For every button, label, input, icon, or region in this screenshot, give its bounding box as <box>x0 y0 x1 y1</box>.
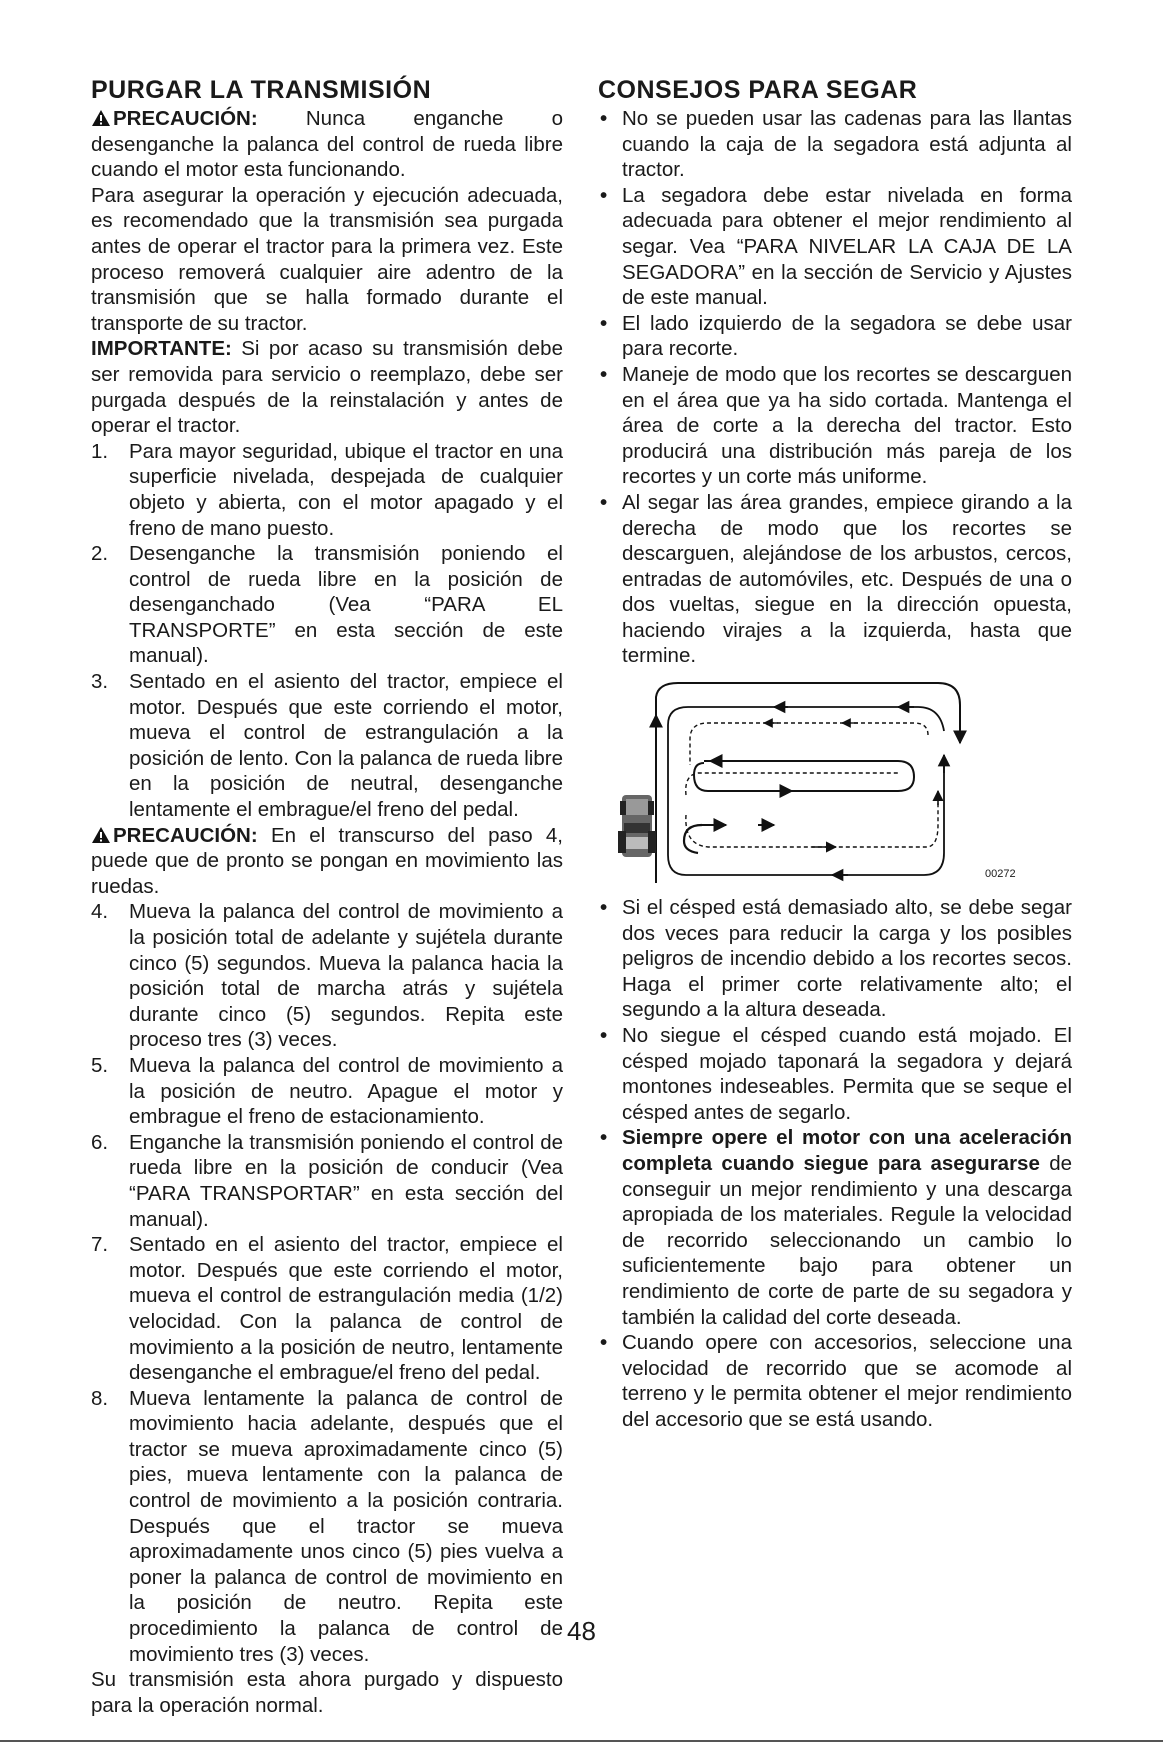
step-item <box>91 669 563 823</box>
mowing-path-illustration <box>598 675 1072 891</box>
important-paragraph <box>91 336 563 438</box>
tips-list-a <box>598 106 1072 669</box>
closing-paragraph: Su transmisión esta ahora purgado y dispuesto para la operación normal. <box>91 1668 563 1717</box>
step-item <box>91 439 563 541</box>
step-text: Mueva lentamente la palanca de control de movimiento hacia adelante, después que el tractor se mueva aproximadamente cinco (5) pies, mueva lentamente con la palanca de control de movimiento a la posición contraria. Después que el tractor se mueva aproximadamente unos cinco (5) pies vuelva a poner la palanca de control de movimiento en la posición de neutro. Repita este procedimiento la palanca de control de movimiento tres (3) veces. <box>129 1386 563 1666</box>
bullet-icon: • <box>600 490 608 514</box>
tip-bold-text: Siempre opere el motor con una aceleración completa cuando siegue para asegurarse <box>622 1126 1072 1175</box>
tip-item <box>598 895 1072 1023</box>
bullet-icon: • <box>600 183 608 207</box>
tip-text: No siegue el césped cuando está mojado. El césped mojado taponará la segadora y dejará montones indeseables. Permita que se seque el césped antes de segarlo. <box>622 1024 1072 1124</box>
tip-text: El lado izquierdo de la segadora se debe usar para recorte. <box>622 311 1072 361</box>
step-number: 2. <box>91 542 109 566</box>
step-number: 5. <box>91 1053 109 1077</box>
warning-triangle-icon <box>91 109 111 127</box>
tip-item <box>598 1125 1072 1330</box>
tip-text: No se pueden usar las cadenas para las llantas cuando la caja de la segadora está adjunta al tractor. <box>622 107 1072 182</box>
step-text: Sentado en el asiento del tractor, empiece el motor. Después que este corriendo el motor, mueva el control de estrangulación a la posición de lento. Con la palanca de rueda libre en la posición de neutral, desenganche lentamente el embrague/el freno del pedal. <box>129 670 563 822</box>
tip-item <box>598 362 1072 490</box>
tip-item <box>598 490 1072 669</box>
bullet-icon: • <box>600 1024 608 1048</box>
bullet-icon: • <box>600 1126 608 1150</box>
tractor-icon <box>618 795 656 857</box>
tip-item <box>598 106 1072 183</box>
left-column <box>91 76 563 1718</box>
step-item <box>91 1232 563 1386</box>
tip-text: de conseguir un mejor rendimiento y una descarga apropiada de los materiales. Regule la velocidad de recorrido seleccionando un cambio lo suficientemente bajo para obtener un rendimiento de corte de parte de su segadora y también la calidad del corte deseada. <box>622 1152 1073 1329</box>
tip-item <box>598 1330 1072 1432</box>
bullet-icon: • <box>600 311 608 335</box>
intro-paragraph: Para asegurar la operación y ejecución adecuada, es recomendado que la transmisión sea purgada antes de operar el tractor para la primera vez. Este proceso removerá cualquier aire adentro de la transmisión que se halla formado durante el transporte de su tractor. <box>91 183 563 335</box>
mowing-pattern-diagram <box>598 675 1072 891</box>
bullet-icon: • <box>600 362 608 386</box>
step-number: 6. <box>91 1130 109 1154</box>
step-number: 7. <box>91 1233 109 1257</box>
important-text: Si por acaso su transmisión debe ser removida para servicio o reemplazo, debe ser purgada después de la reinstalación y antes de operar el tractor. <box>91 337 563 438</box>
tip-item <box>598 183 1072 311</box>
steps-list-a <box>91 439 563 823</box>
caution-paragraph-1 <box>91 106 563 183</box>
tips-list-b <box>598 895 1072 1432</box>
bullet-icon: • <box>600 1331 608 1355</box>
caution-label: PRECAUCIÓN: <box>113 107 258 130</box>
step-item <box>91 541 563 669</box>
tip-text: Al segar las área grandes, empiece girando a la derecha de modo que los recortes se descarguen, alejándose de los arbustos, cercos, entradas de automóviles, etc. Después de una o dos vueltas, siegue en la dirección opuesta, haciendo virajes a la izquierda, hasta que termine. <box>622 490 1072 668</box>
important-label: IMPORTANTE: <box>91 337 232 361</box>
step-item <box>91 899 563 1053</box>
bullet-icon: • <box>600 107 608 130</box>
right-column <box>598 76 1072 1433</box>
tip-item <box>598 1023 1072 1125</box>
section-title-mowing-tips: CONSEJOS PARA SEGAR <box>598 76 918 104</box>
steps-list-b <box>91 899 563 1667</box>
tip-text: Si el césped está demasiado alto, se debe segar dos veces para reducir la carga y los posibles peligros de incendio debido a los recortes secos. Haga el primer corte relativamente alto; el segundo a la altura deseada. <box>622 896 1072 1022</box>
step-number: 4. <box>91 900 109 924</box>
caution-text: En el transcurso del paso 4, puede que de pronto se pongan en movimiento las ruedas. <box>91 823 563 898</box>
tip-text: La segadora debe estar nivelada en forma adecuada para obtener el mejor rendimiento al segar. Vea “PARA NIVELAR LA CAJA DE LA SEGADORA” en la sección de Servicio y Ajustes de este manual. <box>622 183 1072 310</box>
warning-triangle-icon <box>91 826 111 844</box>
bullet-icon: • <box>600 896 608 920</box>
tip-item <box>598 311 1072 362</box>
section-title-purge: PURGAR LA TRANSMISIÓN <box>91 76 432 104</box>
caution-label: PRECAUCIÓN: <box>113 823 258 847</box>
step-text: Sentado en el asiento del tractor, empiece el motor. Después que este corriendo el motor, mueva el control de estrangulación media (1/2) velocidad. Con la palanca de control de movimiento a la posición de neutro, lentamente desenganche el embrague/el freno del pedal. <box>129 1233 563 1385</box>
step-text: Para mayor seguridad, ubique el tractor en una superficie nivelada, despejada de cualquier objeto y abierta, con el motor apagado y el freno de mano puesto. <box>129 439 563 540</box>
step-item <box>91 1130 563 1232</box>
page-number: 48 <box>567 1616 596 1646</box>
step-text: Mueva la palanca del control de movimiento a la posición total de adelante y sujételа durante cinco (5) segundos. Mueva la palanca hacia la posición total de marcha atrás y sujétela durante cinco (5) segundos. Repita este proceso tres (3) veces. <box>129 900 563 1052</box>
step-text: Desenganche la transmisión poniendo el control de rueda libre en la posición de desenganchado (Vea “PARA EL TRANSPORTE” en esta sección de este manual). <box>129 542 563 668</box>
bottom-divider <box>0 1740 1163 1742</box>
tip-text: Cuando opere con accesorios, seleccione una velocidad de recorrido que se acomode al terreno y le permita obtener el mejor rendimiento del accesorio que se está usando. <box>622 1331 1072 1431</box>
tip-text: Maneje de modo que los recortes se descarguen en el área que ya ha sido cortada. Mantenga el área de corte a la derecha del tractor. Esto producirá una distribución más pareja de los recortes y un corte más uniforme. <box>622 362 1072 489</box>
step-text: Mueva la palanca del control de movimiento a la posición de neutro. Apague el motor y embrague el freno de estacionamiento. <box>129 1053 563 1129</box>
caution-text: Nunca enganche o desenganche la palanca del control de rueda libre cuando el motor esta funcionando. <box>91 107 563 182</box>
step-item <box>91 1053 563 1130</box>
caution-paragraph-2 <box>91 823 563 900</box>
step-number: 3. <box>91 670 109 694</box>
figure-code: 00272 <box>985 868 1016 881</box>
step-number: 8. <box>91 1386 109 1410</box>
step-number: 1. <box>91 439 109 463</box>
step-text: Enganche la transmisión poniendo el control de rueda libre en la posición de conducir (Vea “PARA TRANSPORTAR” en esta sección del manual). <box>129 1130 563 1231</box>
